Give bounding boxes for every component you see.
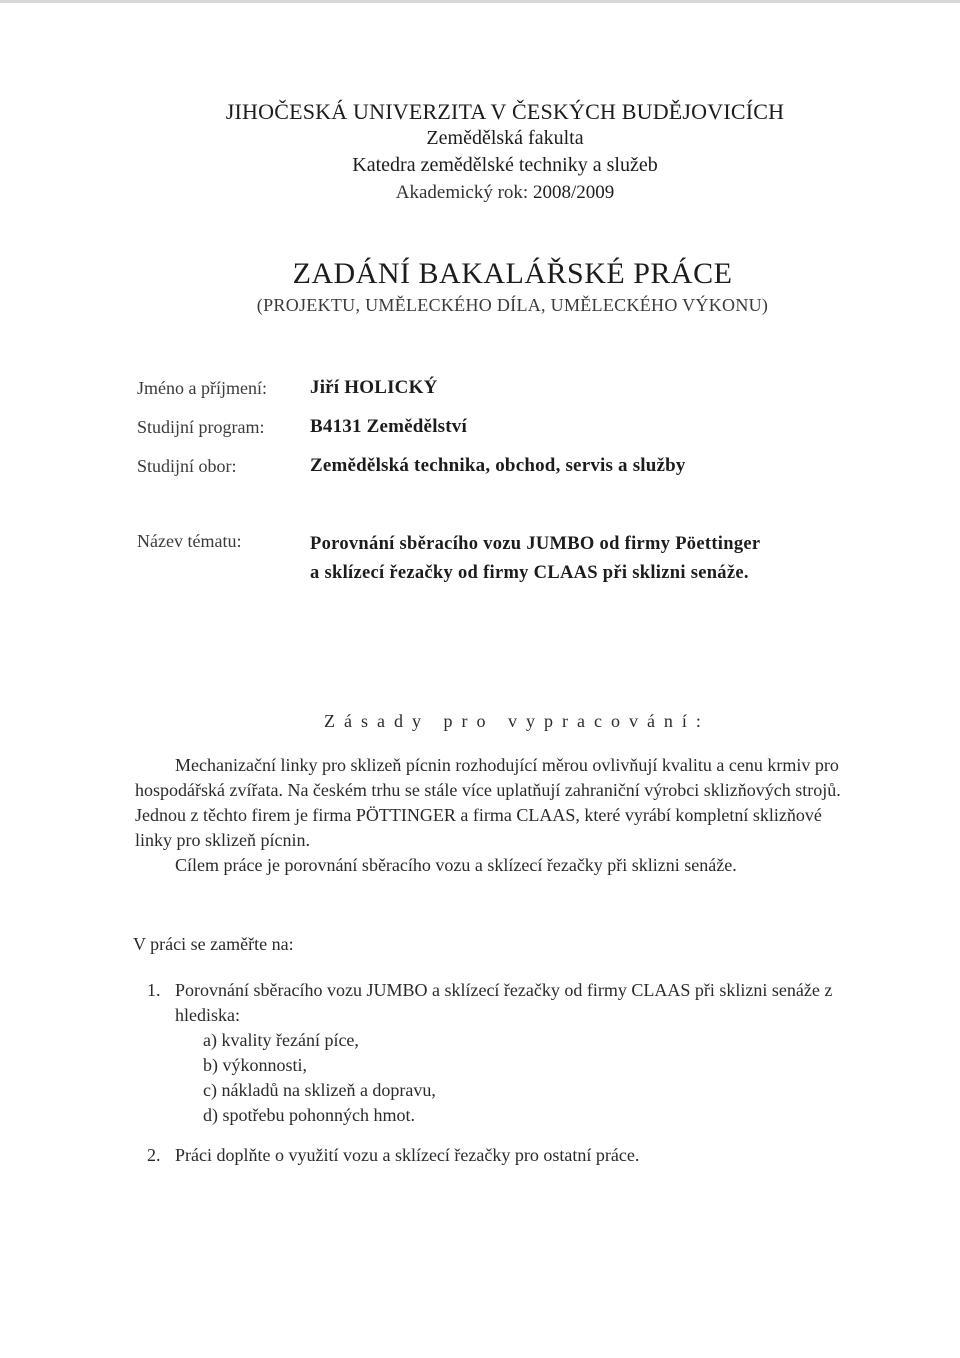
document-subtitle: (PROJEKTU, UMĚLECKÉHO DÍLA, UMĚLECKÉHO VÝKONU) [256,295,769,315]
focus-heading: V práci se zaměřte na: [133,934,294,954]
academic-year-value: 2008/2009 [532,182,615,203]
topic-line-2: a sklízecí řezačky od firmy CLAAS při sklizni senáže. [310,563,749,583]
academic-year [0,179,960,206]
program-value: B4131 Zemědělství [310,416,467,437]
faculty-name: Zemědělská fakulta [426,127,584,149]
sub-list-item: d) spotřebu pohonných hmot. [203,1105,415,1125]
document-header [0,98,960,206]
name-value: Jiří HOLICKÝ [310,377,438,398]
sub-list [175,1028,865,1128]
list-item [145,978,865,1128]
department-name: Katedra zemědělské techniky a služeb [352,154,658,176]
principles-heading: Zásady pro vypracování: [324,711,710,731]
topic-line-1: Porovnání sběracího vozu JUMBO od firmy Pöettinger [310,534,761,554]
list-item-text: Porovnání sběracího vozu JUMBO a sklízecí řezačky od firmy CLAAS při sklizni senáže z hlediska: [175,980,833,1025]
sub-list-item: a) kvality řezání píce, [203,1030,359,1050]
list-item [145,1143,865,1168]
principles-text [135,753,855,878]
list-item-number: 2. [147,1145,161,1165]
field-value: Zemědělská technika, obchod, servis a služby [310,455,686,476]
university-name: JIHOČESKÁ UNIVERZITA V ČESKÝCH BUDĚJOVICÍCH [225,99,785,124]
list-item-number: 1. [147,980,161,1000]
topic-value [310,530,910,588]
principles-paragraph-2: Cílem práce je porovnání sběracího vozu a sklízecí řezačky při sklizni senáže. [175,855,737,875]
list-item-text: Práci doplňte o využití vozu a sklízecí řezačky pro ostatní práce. [175,1145,640,1165]
document-title: ZADÁNÍ BAKALÁŘSKÉ PRÁCE [292,257,733,290]
sub-list-item: b) výkonnosti, [203,1055,308,1075]
program-label: Studijní program: [137,417,265,437]
focus-list [145,978,865,1168]
name-label: Jméno a příjmení: [137,378,267,398]
principles-paragraph-1: Mechanizační linky pro sklizeň pícnin rozhodující měrou ovlivňují kvalitu a cenu krmiv pro hospodářská zvířata. Na českém trhu se stále více uplatňují zahraniční výrobci sklizňových strojů. Jednou z těchto firem je firma PÖTTINGER a firma CLAAS, které vyrábí kompletní sklizňové linky pro sklizeň pícnin. [135,755,841,850]
topic-label: Název tématu: [137,531,242,551]
academic-year-label: Akademický rok: [395,182,529,203]
sub-list-item: c) nákladů na sklizeň a dopravu, [203,1080,436,1100]
field-label: Studijní obor: [137,456,237,476]
